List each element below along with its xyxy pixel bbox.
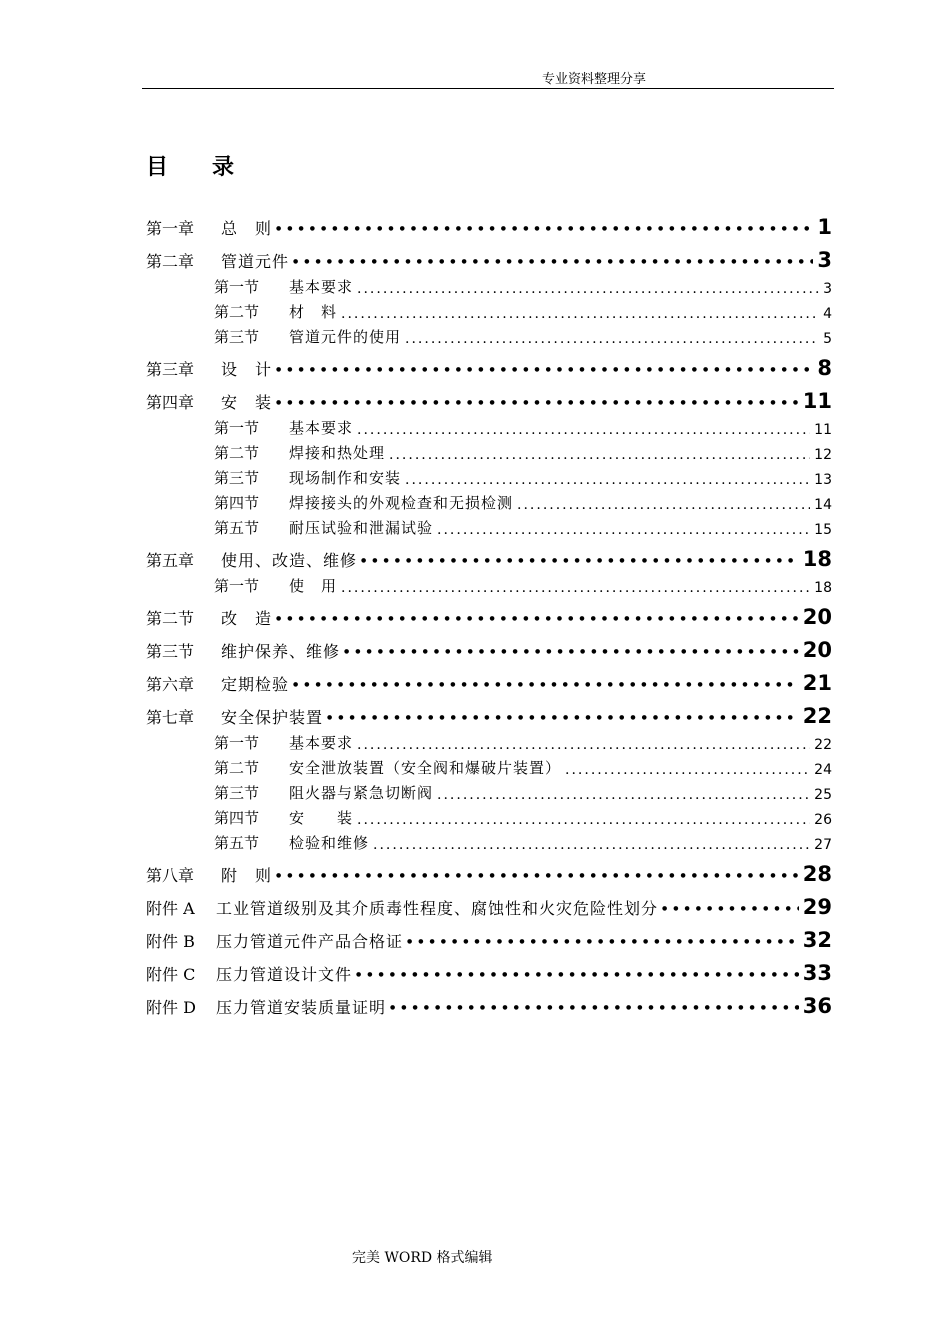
toc-entry-title: 压力管道设计文件 — [216, 965, 353, 984]
toc-entry-title: 安 装 — [221, 393, 273, 412]
toc-entry-title: 基本要求 — [289, 278, 354, 296]
toc-leader-dots — [357, 737, 810, 753]
header-text: 专业资料整理分享 — [542, 72, 647, 87]
toc-entry-number: 附件 A — [146, 899, 195, 918]
toc-entry-section[interactable] — [146, 272, 832, 297]
toc-entry-page-number: 36 — [802, 994, 832, 1018]
table-of-contents — [146, 206, 832, 1018]
toc-entry-number: 附件 C — [146, 965, 196, 984]
toc-entry-title: 基本要求 — [289, 419, 354, 437]
toc-entry-page-number: 25 — [814, 787, 832, 803]
toc-entry-section[interactable] — [146, 803, 832, 828]
toc-leader-dots — [357, 812, 810, 828]
toc-leader-dots — [565, 762, 810, 778]
toc-entry-number: 第三节 — [214, 469, 260, 487]
toc-leader-dots — [344, 646, 799, 658]
toc-entry-title: 阻火器与紧急切断阀 — [289, 784, 434, 802]
toc-entry-number: 第一节 — [214, 734, 260, 752]
toc-entry-title: 压力管道元件产品合格证 — [216, 932, 404, 951]
toc-entry-chapter[interactable] — [146, 239, 832, 272]
toc-entry-title: 材 料 — [289, 303, 338, 321]
toc-entry-title: 安全保护装置 — [221, 708, 324, 727]
toc-entry-chapter[interactable] — [146, 596, 832, 629]
toc-leader-dots — [327, 712, 799, 724]
toc-entry-chapter[interactable] — [146, 380, 832, 413]
toc-entry-number: 第八章 — [146, 866, 195, 885]
toc-entry-title: 基本要求 — [289, 734, 354, 752]
toc-entry-chapter[interactable] — [146, 206, 832, 239]
toc-entry-number: 第一节 — [214, 577, 260, 595]
toc-entry-number: 第七章 — [146, 708, 195, 727]
toc-leader-dots — [276, 613, 799, 625]
toc-entry-title: 焊接接头的外观检查和无损检测 — [289, 494, 514, 512]
toc-leader-dots — [407, 936, 799, 948]
toc-entry-page-number: 21 — [802, 671, 832, 695]
toc-entry-section[interactable] — [146, 753, 832, 778]
toc-leader-dots — [437, 787, 810, 803]
toc-entry-number: 第三节 — [214, 328, 260, 346]
toc-entry-title: 附 则 — [221, 866, 273, 885]
toc-entry-title: 检验和维修 — [289, 834, 370, 852]
toc-leader-dots — [405, 331, 819, 347]
toc-leader-dots — [361, 555, 799, 567]
toc-entry-number: 第三章 — [146, 360, 195, 379]
toc-entry-number: 第一章 — [146, 219, 195, 238]
toc-entry-number: 第四节 — [214, 809, 260, 827]
toc-entry-chapter[interactable] — [146, 662, 832, 695]
toc-entry-page-number: 27 — [814, 837, 832, 853]
toc-entry-number: 第五节 — [214, 519, 260, 537]
toc-leader-dots — [357, 422, 810, 438]
toc-leader-dots — [276, 870, 799, 882]
toc-entry-number: 附件 B — [146, 932, 195, 951]
toc-leader-dots — [389, 447, 810, 463]
toc-title: 目录 — [146, 155, 279, 180]
toc-entry-number: 第二节 — [214, 444, 260, 462]
toc-entry-title: 改 造 — [221, 609, 273, 628]
toc-entry-number: 附件 D — [146, 998, 196, 1017]
toc-entry-page-number: 20 — [802, 605, 832, 629]
toc-leader-dots — [341, 306, 819, 322]
toc-entry-section[interactable] — [146, 488, 832, 513]
toc-entry-chapter[interactable] — [146, 538, 832, 571]
footer-text: 完美 WORD 格式编辑 — [352, 1250, 493, 1266]
toc-entry-page-number: 24 — [814, 762, 832, 778]
toc-leader-dots — [357, 281, 819, 297]
toc-entry-page-number: 18 — [802, 547, 832, 571]
toc-leader-dots — [662, 903, 799, 915]
toc-entry-number: 第二节 — [146, 609, 195, 628]
toc-entry-appendix[interactable] — [146, 919, 832, 952]
toc-leader-dots — [341, 580, 810, 596]
toc-entry-number: 第四章 — [146, 393, 195, 412]
toc-leader-dots — [390, 1002, 799, 1014]
toc-entry-section[interactable] — [146, 413, 832, 438]
toc-entry-number: 第六章 — [146, 675, 195, 694]
toc-entry-page-number: 5 — [823, 331, 832, 347]
toc-entry-title: 设 计 — [221, 360, 273, 379]
toc-entry-section[interactable] — [146, 297, 832, 322]
toc-entry-page-number: 28 — [802, 862, 832, 886]
toc-entry-page-number: 15 — [814, 522, 832, 538]
toc-entry-page-number: 32 — [802, 928, 832, 952]
toc-leader-dots — [517, 497, 810, 513]
toc-entry-page-number: 14 — [814, 497, 832, 513]
toc-entry-chapter[interactable] — [146, 695, 832, 728]
toc-entry-page-number: 33 — [802, 961, 832, 985]
toc-entry-page-number: 8 — [817, 356, 832, 380]
toc-entry-page-number: 3 — [823, 281, 832, 297]
toc-leader-dots — [373, 837, 810, 853]
toc-entry-number: 第一节 — [214, 278, 260, 296]
toc-entry-page-number: 11 — [814, 422, 832, 438]
toc-entry-appendix[interactable] — [146, 985, 832, 1018]
toc-entry-section[interactable] — [146, 828, 832, 853]
toc-entry-title: 焊接和热处理 — [289, 444, 386, 462]
toc-leader-dots — [293, 256, 813, 268]
toc-entry-page-number: 11 — [802, 389, 832, 413]
toc-leader-dots — [405, 472, 810, 488]
toc-entry-title: 现场制作和安装 — [289, 469, 402, 487]
toc-entry-title: 压力管道安装质量证明 — [216, 998, 387, 1017]
toc-leader-dots — [276, 223, 813, 235]
toc-entry-page-number: 1 — [817, 215, 832, 239]
toc-entry-page-number: 13 — [814, 472, 832, 488]
toc-entry-page-number: 29 — [802, 895, 832, 919]
toc-entry-title: 使用、改造、维修 — [221, 551, 358, 570]
toc-entry-section[interactable] — [146, 513, 832, 538]
toc-entry-page-number: 26 — [814, 812, 832, 828]
toc-entry-title: 管道元件 — [221, 252, 290, 271]
page-header — [142, 66, 834, 89]
toc-entry-page-number: 18 — [814, 580, 832, 596]
toc-entry-title: 定期检验 — [221, 675, 290, 694]
toc-entry-section[interactable] — [146, 778, 832, 803]
toc-entry-chapter[interactable] — [146, 347, 832, 380]
toc-entry-page-number: 22 — [802, 704, 832, 728]
toc-entry-page-number: 3 — [817, 248, 832, 272]
toc-entry-chapter[interactable] — [146, 629, 832, 662]
toc-entry-title: 安全泄放装置（安全阀和爆破片装置） — [289, 759, 562, 777]
toc-entry-number: 第三节 — [146, 642, 195, 661]
toc-leader-dots — [276, 364, 813, 376]
toc-leader-dots — [356, 969, 799, 981]
toc-entry-section[interactable] — [146, 728, 832, 753]
toc-entry-number: 第四节 — [214, 494, 260, 512]
toc-entry-chapter[interactable] — [146, 853, 832, 886]
toc-leader-dots — [276, 397, 799, 409]
toc-leader-dots — [437, 522, 810, 538]
toc-entry-title: 使 用 — [289, 577, 338, 595]
toc-entry-number: 第五节 — [214, 834, 260, 852]
toc-entry-number: 第二节 — [214, 303, 260, 321]
toc-entry-title: 工业管道级别及其介质毒性程度、腐蚀性和火灾危险性划分 — [216, 899, 659, 918]
toc-entry-section[interactable] — [146, 322, 832, 347]
toc-entry-page-number: 20 — [802, 638, 832, 662]
toc-entry-section[interactable] — [146, 463, 832, 488]
toc-entry-number: 第五章 — [146, 551, 195, 570]
toc-entry-number: 第三节 — [214, 784, 260, 802]
toc-entry-title: 维护保养、维修 — [221, 642, 341, 661]
toc-entry-number: 第二节 — [214, 759, 260, 777]
toc-entry-title: 管道元件的使用 — [289, 328, 402, 346]
toc-entry-number: 第二章 — [146, 252, 195, 271]
toc-entry-page-number: 4 — [823, 306, 832, 322]
toc-entry-section[interactable] — [146, 571, 832, 596]
toc-leader-dots — [293, 679, 799, 691]
toc-entry-appendix[interactable] — [146, 952, 832, 985]
toc-entry-title: 安 装 — [289, 809, 354, 827]
toc-entry-section[interactable] — [146, 438, 832, 463]
toc-entry-title: 总 则 — [221, 219, 273, 238]
toc-entry-number: 第一节 — [214, 419, 260, 437]
toc-entry-appendix[interactable] — [146, 886, 832, 919]
toc-entry-page-number: 22 — [814, 737, 832, 753]
toc-entry-page-number: 12 — [814, 447, 832, 463]
toc-entry-title: 耐压试验和泄漏试验 — [289, 519, 434, 537]
